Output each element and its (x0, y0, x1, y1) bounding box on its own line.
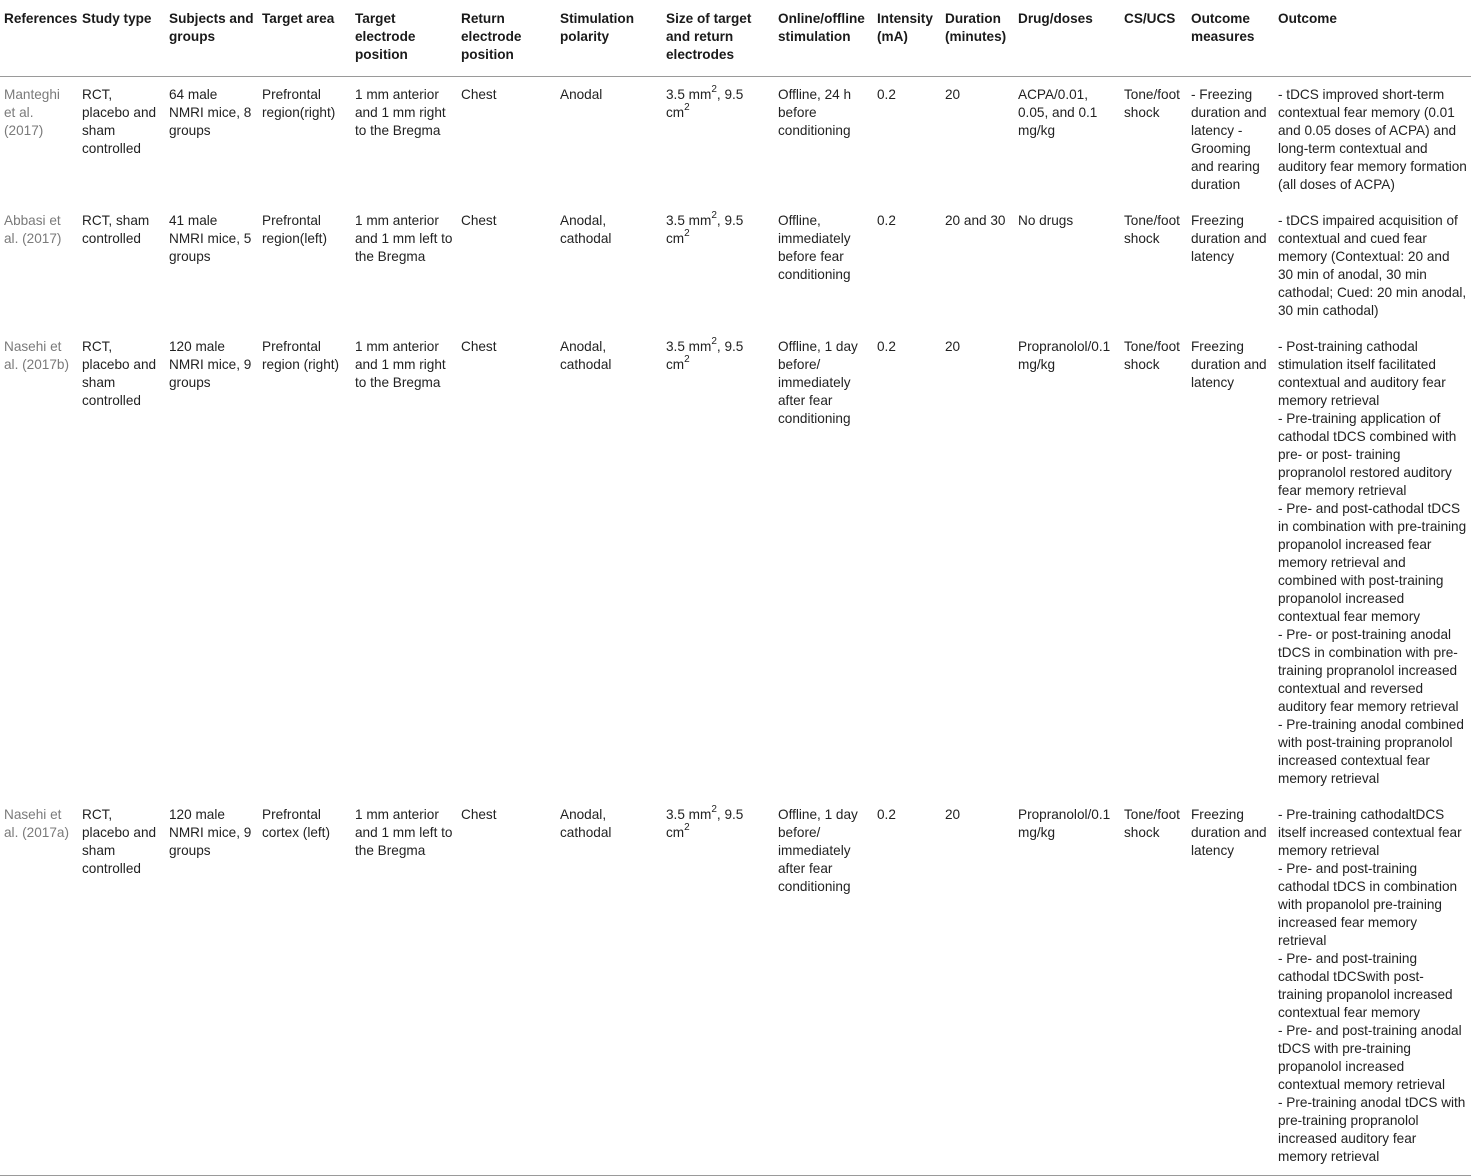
cell-outcome-measures: - Freezing duration and latency - Grooming and rearing duration (1191, 87, 1267, 192)
table-header (0, 0, 1471, 77)
outcome-item: - Pre- and post-training cathodal tDCS in combination with propanolol pre-training increased fear memory retrieval (1278, 861, 1458, 948)
header-intensity: Intensity (mA) (877, 11, 933, 44)
outcome-item: - Pre-training anodal tDCS with pre-training propranolol increased auditory fear memory retrieval (1278, 1095, 1466, 1164)
header-return-electrode: Return electrode position (461, 11, 522, 62)
outcome-item: - Pre- and post-training anodal tDCS with pre-training propanolol increased contextual memory retrieval (1278, 1023, 1462, 1092)
outcome-item: - Pre-training application of cathodal tDCS combined with pre- or post- training propranolol restored auditory fear memory retrieval (1278, 411, 1457, 498)
outcome-item: - Pre- and post-training cathodal tDCSwith post-training propanolol increased contextual fear memory (1278, 951, 1453, 1020)
cell-online-offline: Offline, 1 day before/ immediately after fear conditioning (778, 339, 858, 426)
cell-electrode-size: 3.5 $mm^2$, 9.5 $cm^2$ (666, 210, 744, 246)
cell-cs-ucs: Tone/foot shock (1124, 87, 1180, 120)
cell-target-area: Prefrontal region(left) (262, 213, 327, 246)
cell-intensity: 0.2 (877, 213, 896, 228)
cell-outcome (1274, 797, 1471, 1176)
cell-return-electrode: Chest (457, 797, 556, 1176)
cell-reference: Abbasi et al. (2017) (4, 213, 62, 246)
cell-target-electrode: 1 mm anterior and 1 mm left to the Bregma (355, 213, 453, 264)
cell-outcome-measures: Freezing duration and latency (1191, 339, 1267, 390)
header-electrode-size: Size of target and return electrodes (666, 11, 752, 62)
cell-online-offline: Offline, 24 h before conditioning (778, 87, 852, 138)
outcome-item: - Post-training cathodal stimulation itself facilitated contextual and auditory fear memory retrieval (1278, 339, 1446, 408)
cell-target-area: Prefrontal region (right) (262, 339, 340, 372)
cell-electrode-size: 3.5 $mm^2$, 9.5 $cm^2$ (666, 336, 744, 372)
cell-target-electrode: 1 mm anterior and 1 mm right to the Bregma (355, 339, 446, 390)
cell-polarity: Anodal, cathodal (556, 797, 662, 1176)
table-row (0, 797, 1471, 1176)
cell-duration: 20 and 30 (945, 213, 1006, 228)
cell-cs-ucs: Tone/foot shock (1124, 213, 1180, 246)
cell-polarity: Anodal (560, 87, 603, 102)
cell-drug-doses: No drugs (1018, 213, 1074, 228)
cell-target-area: Prefrontal region(right) (262, 87, 336, 120)
cell-duration: 20 (941, 797, 1014, 1176)
outcome-item: - tDCS improved short-term contextual fear memory (0.01 and 0.05 doses of ACPA) and long-term contextual and auditory fear memory formation (all doses of ACPA) (1278, 87, 1467, 192)
cell-online-offline: Offline, 1 day before/ immediately after fear conditioning (774, 797, 873, 1176)
cell-study-type: RCT, sham controlled (82, 213, 150, 246)
header-drug-doses: Drug/doses (1018, 11, 1093, 26)
cell-return-electrode: Chest (461, 213, 497, 228)
outcome-item: - tDCS impaired acquisition of contextual and cued fear memory (Contextual: 20 and 30 min of anodal, 30 min cathodal; Cued: 20 min anodal, 30 min cathodal) (1278, 213, 1467, 318)
cell-return-electrode: Chest (461, 87, 497, 102)
cell-cs-ucs: Tone/foot shock (1124, 339, 1180, 372)
cell-target-electrode: 1 mm anterior and 1 mm right to the Bregma (355, 87, 446, 138)
header-subjects: Subjects and groups (169, 11, 254, 44)
header-target-electrode: Target electrode position (355, 11, 416, 62)
header-study-type: Study type (82, 11, 152, 26)
header-outcome-measures: Outcome measures (1191, 11, 1255, 44)
outcome-item: - Pre- or post-training anodal tDCS in combination with pre-training propranolol increased contextual and reversed auditory fear memory retrieval (1278, 627, 1459, 714)
cell-polarity: Anodal, cathodal (560, 339, 612, 372)
cell-subjects: 64 male NMRI mice, 8 groups (169, 87, 252, 138)
cell-duration: 20 (945, 339, 961, 354)
cell-outcome-measures: Freezing duration and latency (1191, 213, 1267, 264)
cell-study-type: RCT, placebo and sham controlled (78, 797, 165, 1176)
cell-target-electrode: 1 mm anterior and 1 mm left to the Bregma (351, 797, 457, 1176)
header-cs-ucs: CS/UCS (1124, 11, 1176, 26)
cell-subjects: 120 male NMRI mice, 9 groups (169, 339, 252, 390)
header-duration: Duration (minutes) (945, 11, 1007, 44)
header-polarity: Stimulation polarity (560, 11, 635, 44)
cell-drug-doses: ACPA/0.01, 0.05, and 0.1 mg/kg (1018, 87, 1098, 138)
header-target-area: Target area (262, 11, 335, 26)
cell-cs-ucs: Tone/foot shock (1120, 797, 1187, 1176)
header-online-offline: Online/offline stimulation (778, 11, 865, 44)
outcome-item: - Pre-training cathodaltDCS itself increased contextual fear memory retrieval (1278, 807, 1462, 858)
outcome-item: - Pre-training anodal combined with post-training propranolol increased contextual fear memory retrieval (1278, 717, 1464, 786)
cell-polarity: Anodal, cathodal (560, 213, 612, 246)
cell-drug-doses: Propranolol/0.1 mg/kg (1014, 797, 1120, 1176)
cell-electrode-size: 3.5 $mm^2$, 9.5 $cm^2$ (666, 84, 744, 120)
cell-subjects: 120 male NMRI mice, 9 groups (165, 797, 258, 1176)
cell-drug-doses: Propranolol/0.1 mg/kg (1018, 339, 1111, 372)
cell-reference: Manteghi et al. (2017) (4, 87, 60, 138)
cell-intensity: 0.2 (873, 797, 941, 1176)
cell-target-area: Prefrontal cortex (left) (258, 797, 351, 1176)
header-references: References (4, 11, 78, 26)
cell-intensity: 0.2 (877, 87, 896, 102)
cell-outcome-measures: Freezing duration and latency (1187, 797, 1274, 1176)
header-outcome: Outcome (1278, 11, 1337, 26)
cell-reference: Nasehi et al. (2017a) (0, 797, 78, 1176)
table-row (0, 203, 1471, 329)
cell-outcome (1274, 77, 1471, 204)
cell-return-electrode: Chest (461, 339, 497, 354)
table-row (0, 77, 1471, 204)
table-row (0, 329, 1471, 797)
cell-subjects: 41 male NMRI mice, 5 groups (169, 213, 252, 264)
table-body (0, 77, 1471, 1176)
cell-electrode-size: 3.5 $mm^2$, 9.5 $cm^2$ (662, 797, 774, 1176)
cell-study-type: RCT, placebo and sham controlled (82, 339, 157, 408)
cell-reference: Nasehi et al. (2017b) (4, 339, 69, 372)
cell-outcome (1274, 203, 1471, 329)
header-row (0, 0, 1471, 77)
cell-study-type: RCT, placebo and sham controlled (82, 87, 157, 156)
cell-duration: 20 (945, 87, 961, 102)
outcome-item: - Pre- and post-cathodal tDCS in combination with pre-training propanolol increased fear memory retrieval and combined with post-training propanolol increased contextual fear memory (1278, 501, 1467, 624)
cell-outcome (1274, 329, 1471, 797)
cell-online-offline: Offline, immediately before fear conditioning (778, 213, 851, 282)
cell-intensity: 0.2 (877, 339, 896, 354)
